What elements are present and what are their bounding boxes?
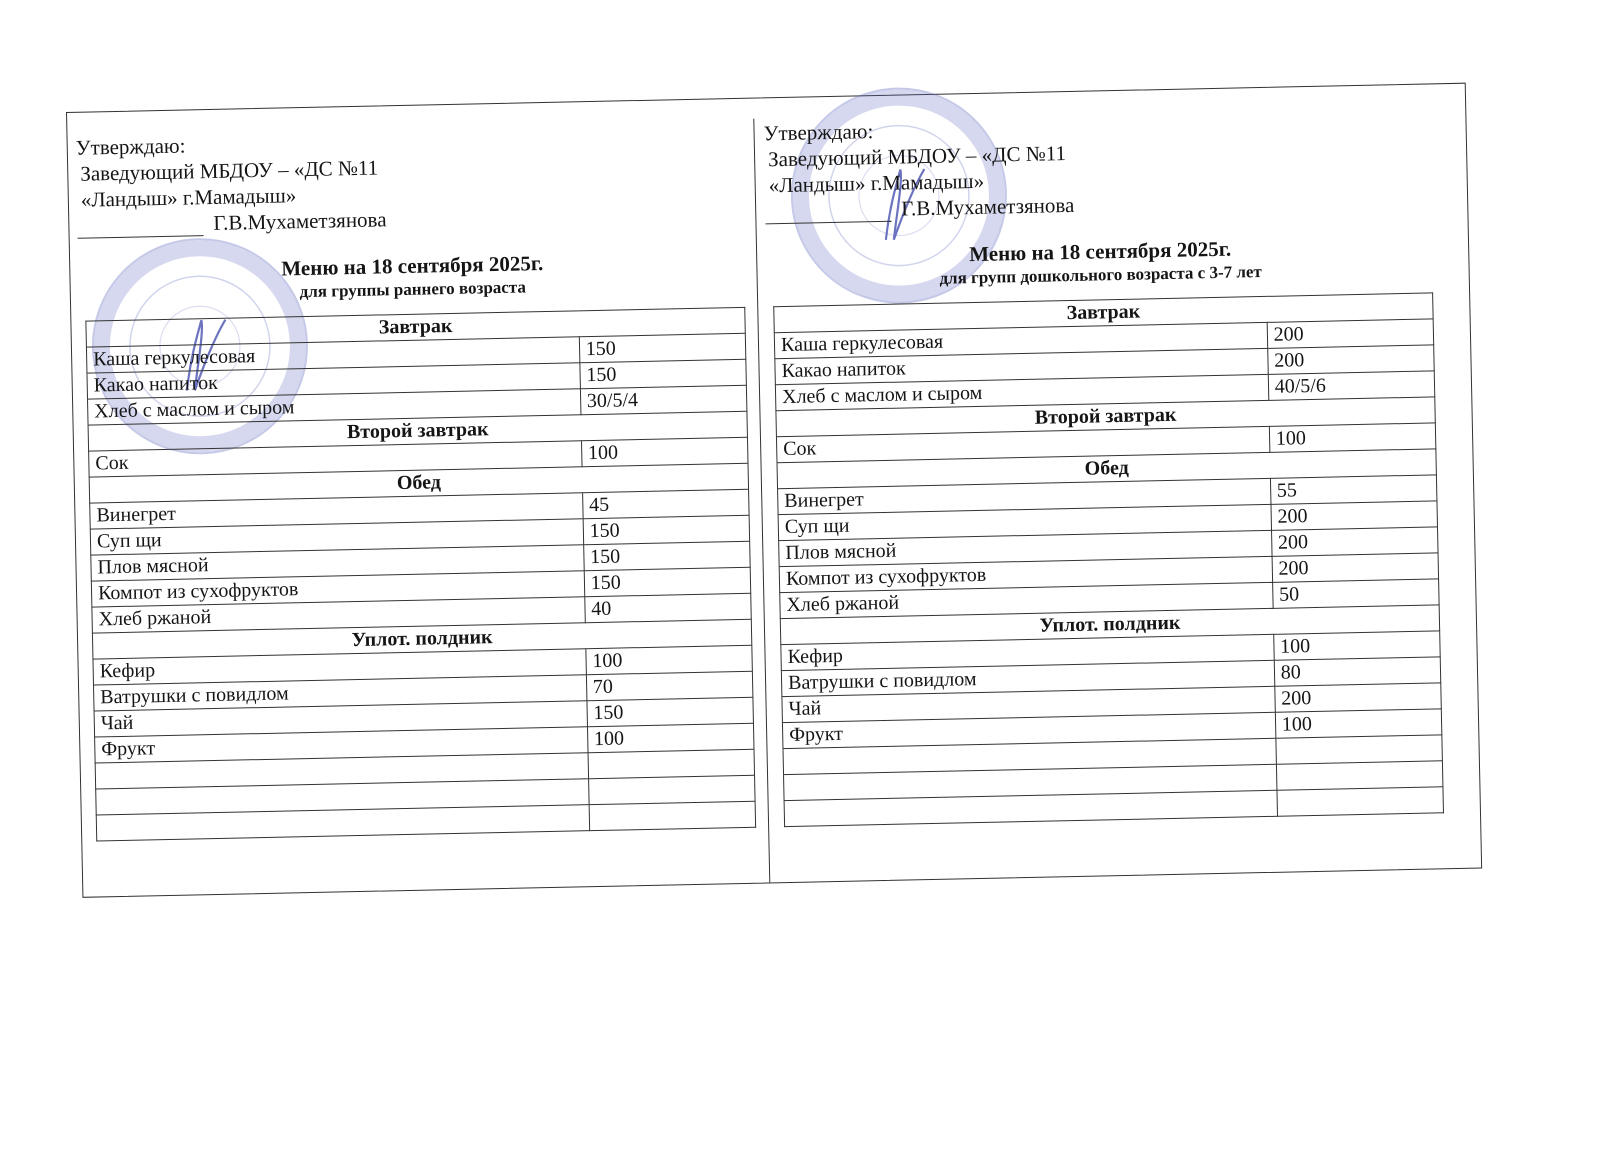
meal-section-title: Уплот. полдник [92, 619, 751, 659]
approval-institution: «Ландыш» г.Мамадыш» [768, 168, 985, 198]
dish-portion: 100 [1273, 631, 1440, 660]
dish-portion: 150 [580, 359, 747, 388]
meal-section-title: Уплот. полдник [780, 605, 1439, 645]
dish-name: Чай [94, 701, 587, 737]
dish-portion: 40/5/6 [1268, 371, 1435, 400]
dish-portion: 100 [581, 437, 748, 466]
meal-section-title: Второй завтрак [776, 397, 1435, 437]
dish-portion: 100 [587, 723, 754, 752]
dish-portion: 200 [1267, 345, 1434, 374]
dish-name: Суп щи [778, 504, 1271, 540]
signature-blank [765, 199, 891, 225]
approval-position: Заведующий МБДОУ – «ДС №11 [80, 155, 379, 186]
dish-name: Каша геркулесовая [86, 337, 579, 373]
approval-block [75, 128, 386, 238]
menu-subtitle: для групп дошкольного возраста с 3-7 лет [939, 261, 1262, 288]
dish-portion: 200 [1271, 501, 1438, 530]
dish-name: Хлеб ржаной [92, 597, 585, 633]
dish-name: Винегрет [778, 478, 1271, 514]
dish-name: Каша геркулесовая [774, 322, 1267, 358]
dish-portion [1276, 735, 1443, 764]
approval-heading: Утверждаю: [75, 133, 186, 160]
dish-portion [588, 775, 755, 804]
meal-section-title: Обед [89, 463, 748, 503]
dish-portion [589, 801, 756, 830]
dish-portion [588, 749, 755, 778]
dish-name: Компот из сухофруктов [779, 556, 1272, 592]
meal-section-title: Завтрак [86, 307, 745, 347]
dish-name: Суп щи [90, 519, 583, 555]
dish-portion: 150 [583, 515, 750, 544]
dish-name: Чай [782, 686, 1275, 722]
dish-portion: 45 [582, 489, 749, 518]
dish-name: Винегрет [90, 493, 583, 529]
menu-title: Меню на 18 сентября 2025г. [968, 236, 1232, 267]
dish-name: Фрукт [782, 712, 1275, 748]
dish-portion [1277, 787, 1444, 816]
dish-portion: 200 [1271, 527, 1438, 556]
dish-portion: 40 [584, 593, 751, 622]
dish-name: Кефир [781, 634, 1274, 670]
signatory-name: Г.В.Мухаметзянова [900, 192, 1075, 221]
meal-section-title: Второй завтрак [88, 411, 747, 451]
signatory-name: Г.В.Мухаметзянова [213, 207, 387, 235]
dish-portion: 100 [1269, 423, 1436, 452]
menu-sheet [66, 83, 1482, 898]
meal-section-title: Обед [777, 449, 1436, 489]
dish-name: Кефир [93, 649, 586, 685]
dish-portion: 200 [1272, 553, 1439, 582]
dish-portion: 150 [579, 333, 746, 362]
menu-table [85, 307, 756, 842]
dish-name: Фрукт [95, 727, 588, 763]
dish-name: Плов мясной [91, 545, 584, 581]
dish-portion: 150 [584, 567, 751, 596]
dish-name: Ватрушки с повидлом [781, 660, 1274, 696]
menu-table [773, 292, 1444, 827]
dish-name: Сок [776, 426, 1269, 462]
dish-portion [1276, 761, 1443, 790]
dish-portion: 150 [583, 541, 750, 570]
dish-portion: 50 [1272, 579, 1439, 608]
dish-portion: 200 [1267, 319, 1434, 348]
menu-subtitle: для группы раннего возраста [299, 277, 527, 302]
dish-portion: 200 [1275, 683, 1442, 712]
dish-name: Ватрушки с повидлом [94, 675, 587, 711]
signature-blank [77, 213, 203, 239]
dish-portion: 30/5/4 [580, 385, 747, 414]
approval-heading: Утверждаю: [763, 119, 874, 146]
dish-name: Компот из сухофруктов [91, 571, 584, 607]
dish-portion: 100 [586, 645, 753, 674]
meal-section-title: Завтрак [774, 293, 1433, 333]
approval-institution: «Ландыш» г.Мамадыш» [80, 183, 297, 212]
dish-portion: 150 [587, 697, 754, 726]
dish-name: Какао напиток [87, 363, 580, 399]
menu-panel-early-age [67, 99, 767, 897]
dish-name: Хлеб с маслом и сыром [775, 374, 1268, 410]
dish-name: Плов мясной [779, 530, 1272, 566]
dish-portion: 70 [586, 671, 753, 700]
menu-title: Меню на 18 сентября 2025г. [281, 251, 544, 281]
dish-name: Сок [89, 441, 582, 477]
dish-portion: 80 [1274, 657, 1441, 686]
dish-name: Хлеб с маслом и сыром [88, 389, 581, 425]
dish-name: Хлеб ржаной [780, 582, 1273, 618]
dish-portion: 100 [1275, 709, 1442, 738]
approval-position: Заведующий МБДОУ – «ДС №11 [767, 141, 1067, 172]
dish-name: Какао напиток [775, 348, 1268, 384]
dish-portion: 55 [1270, 475, 1437, 504]
approval-block [763, 114, 1074, 224]
menu-panel-preschool [755, 84, 1455, 882]
